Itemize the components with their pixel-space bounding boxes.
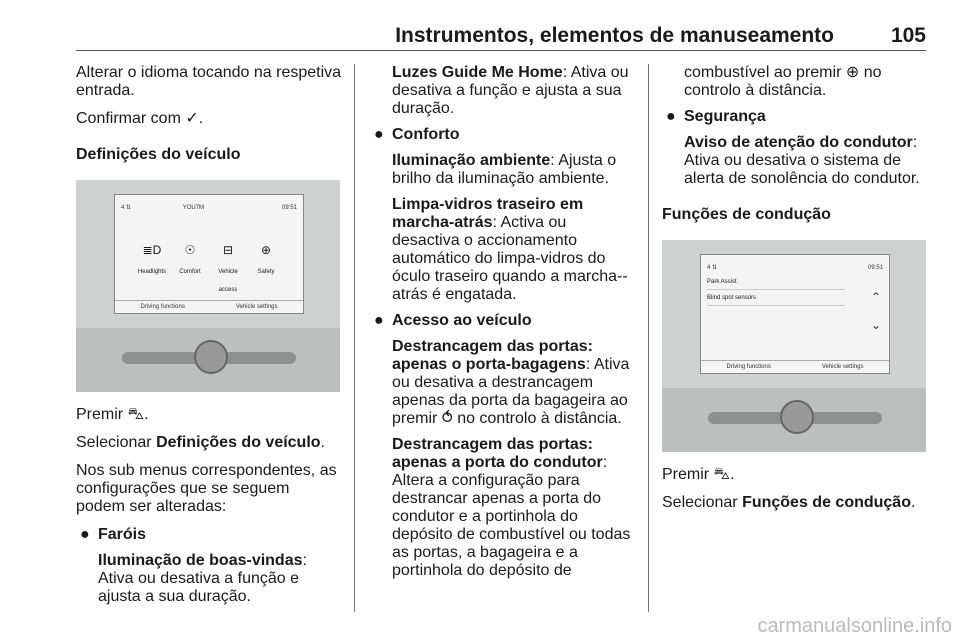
- comfort-icon: ☉ Comfort: [179, 243, 201, 275]
- car-icon: ⛍: [127, 406, 145, 423]
- header-rule: [76, 50, 926, 51]
- paragraph: Alterar o idioma tocando na respetiva entrada.: [76, 64, 342, 99]
- page-header: [76, 0, 926, 50]
- settings-row: Blind spot sensors: [707, 291, 845, 306]
- infotainment-figure: [662, 240, 926, 452]
- checkmark-icon: ✓: [185, 110, 199, 127]
- bullet-item: ● Segurança: [666, 108, 766, 125]
- column-1: [76, 64, 342, 614]
- paragraph-premir: Premir ⛍.: [76, 406, 149, 423]
- bullet-detail: Limpa-vidros traseiro em marcha-atrás: Activa ou desactiva o accionamento automático do limpa-vidros do óculo traseiro quando a marcha--atrás é engatada.: [392, 196, 628, 303]
- settings-menu: [135, 241, 283, 299]
- scroll-arrows: [871, 283, 881, 339]
- unlock-key-icon: ⊕: [845, 64, 860, 81]
- column-3: [662, 64, 928, 522]
- tailgate-key-icon: ⥀: [441, 410, 453, 427]
- section-heading: Definições do veículo: [76, 146, 241, 163]
- header-title: Instrumentos, elementos de manuseamento: [395, 24, 834, 47]
- column-2: [370, 64, 636, 588]
- chevron-up-icon: ⌃: [870, 290, 881, 304]
- headlights-icon: ≣D Headlights: [137, 243, 167, 275]
- status-bar: 4 ⇅ 09:51: [707, 265, 883, 271]
- bullet-detail: Destrancagem das portas: apenas o porta-bagagens: Ativa ou desativa a destrancagem apenas da porta da bagageira ao premir ⥀ no controlo à distância.: [392, 338, 630, 427]
- watermark: carmanualsonline.info: [757, 615, 952, 637]
- bullet-detail: Luzes Guide Me Home: Ativa ou desativa a função e ajusta a sua duração.: [392, 64, 629, 117]
- paragraph-select: Selecionar Definições do veículo.: [76, 434, 325, 451]
- rotary-knob: [194, 340, 228, 374]
- display-screen: [700, 254, 890, 374]
- paragraph-confirm: Confirmar com ✓.: [76, 110, 204, 127]
- bullet-item: ● Faróis: [80, 526, 147, 543]
- rotary-knob: [780, 400, 814, 434]
- status-bar: 4 ⇅ YOU7M 09:51: [121, 205, 297, 211]
- settings-row: Park Assist: [707, 275, 845, 290]
- bullet-item: ● Conforto: [374, 126, 460, 143]
- display-screen: [114, 194, 304, 314]
- bullet-detail: Destrancagem das portas: apenas a porta do condutor: Altera a configuração para destrancar apenas a porta do condutor e a portinhola do depósito de combustível ou todas as portas, a bagageira e a portinhola do depósito de: [392, 436, 631, 579]
- page-number: 105: [890, 24, 926, 47]
- screen-bottom-bar: Driving functions Vehicle settings: [115, 300, 303, 313]
- bullet-detail: Iluminação de boas-vindas: Ativa ou desativa a função e ajusta a sua duração.: [98, 552, 307, 605]
- safety-icon: ⊕ Safety: [257, 243, 275, 275]
- vehicle-access-icon: ⊟ Vehicle access: [218, 243, 238, 293]
- column-divider: [354, 64, 355, 612]
- column-divider: [648, 64, 649, 612]
- paragraph-select: Selecionar Funções de condução.: [662, 494, 916, 511]
- bullet-detail: Aviso de atenção do condutor: Ativa ou desativa o sistema de alerta de sonolência do condutor.: [684, 134, 920, 187]
- paragraph: Nos sub menus correspondentes, as configurações que se seguem podem ser alteradas:: [76, 462, 337, 515]
- bullet-detail: combustível ao premir ⊕ no controlo à distância.: [684, 64, 882, 99]
- infotainment-figure: [76, 180, 340, 392]
- section-heading: Funções de condução: [662, 206, 831, 223]
- bullet-detail: Iluminação ambiente: Ajusta o brilho da iluminação ambiente.: [392, 152, 617, 187]
- bullet-item: ● Acesso ao veículo: [374, 312, 532, 329]
- screen-bottom-bar: Driving functions Vehicle settings: [701, 360, 889, 373]
- car-icon: ⛍: [713, 466, 731, 483]
- paragraph-premir: Premir ⛍.: [662, 466, 735, 483]
- chevron-down-icon: ⌄: [870, 318, 881, 332]
